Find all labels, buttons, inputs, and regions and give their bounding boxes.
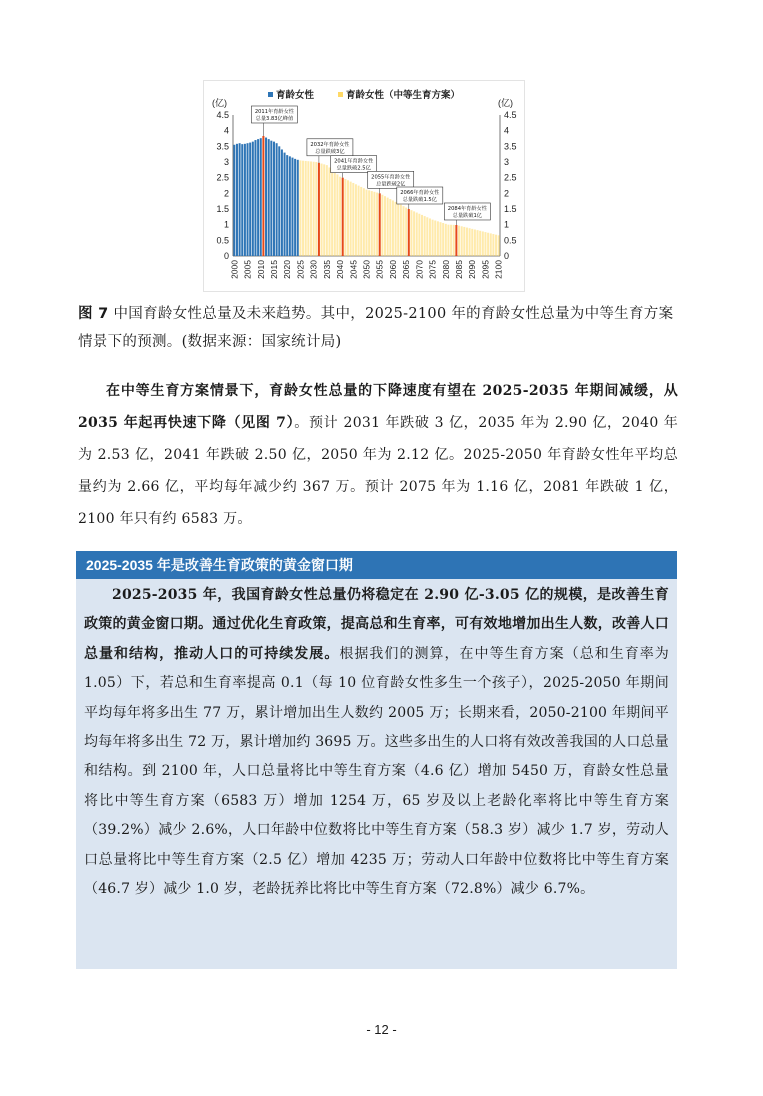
bar-historical: [291, 158, 293, 256]
bar-projection: [408, 209, 410, 256]
x-tick-label: 2050: [361, 260, 372, 279]
bar-historical: [254, 140, 256, 256]
bar-projection: [432, 220, 434, 256]
y-tick-label-right: 4.5: [504, 110, 517, 120]
bar-projection: [336, 174, 338, 256]
bar-historical: [239, 143, 241, 256]
annotation-line-2: 总量跌破1亿: [452, 212, 483, 219]
x-tick-label: 2015: [268, 260, 279, 279]
annotation-line-2: 总量跌破1.5亿: [402, 197, 437, 203]
annotation-line-2: 总量跌破2.5亿: [336, 165, 371, 172]
annotation-line-1: 2066年育龄女性: [400, 190, 440, 196]
bar-projection: [389, 199, 391, 256]
bar-historical: [233, 145, 235, 256]
highlight-box: [76, 551, 677, 969]
x-tick-label: 2055: [374, 260, 385, 279]
annotation-line-1: 2011年育龄女性: [254, 108, 294, 115]
bar-projection: [461, 226, 463, 256]
bar-projection: [305, 161, 307, 256]
legend-swatch-historical: [268, 92, 273, 97]
bar-projection: [410, 210, 412, 256]
bar-projection: [492, 234, 494, 256]
x-tick-label: 2095: [480, 260, 491, 279]
bar-projection: [315, 162, 317, 256]
bar-historical: [276, 143, 278, 256]
bar-projection: [368, 190, 370, 256]
bar-projection: [363, 188, 365, 256]
y-tick-label-right: 2.5: [504, 172, 517, 183]
bar-projection: [328, 167, 330, 256]
bar-projection: [426, 217, 428, 256]
bar-projection: [442, 223, 444, 256]
x-tick-label: 2085: [454, 260, 465, 279]
x-tick-label: 2020: [282, 260, 293, 279]
bar-projection: [379, 193, 381, 256]
x-tick-label: 2090: [467, 260, 478, 279]
bar-projection: [344, 179, 346, 256]
bar-historical: [278, 146, 280, 256]
bar-historical: [249, 143, 251, 256]
bar-projection: [479, 231, 481, 256]
figure-label: 图 7: [78, 306, 109, 322]
y-tick-label-right: 0: [504, 251, 510, 261]
figure-caption-text: 中国育龄女性总量及未来趋势。其中，2025-2100 年的育龄女性总量为中等生育方案情景下的预测。(数据来源：国家统计局): [78, 306, 674, 350]
y-tick-label-left: 0: [223, 251, 229, 261]
paragraph-rest: 。预计 2031 年跌破 3 亿，2035 年为 2.90 亿，2040 年为 2.53 亿，2041 年跌破 2.50 亿，2050 年为 2.12 亿。2025-2050 年育龄女性年平均总量约为 2.66 亿，平均每年减少约 367 万。预计 2075 年为 1.16 亿，2081 年跌破 1 亿，2100 年只有约 6583 万。: [78, 415, 678, 527]
bar-projection: [487, 233, 489, 256]
bar-projection: [326, 165, 328, 256]
y-tick-label-left: 2.5: [216, 172, 229, 183]
y-tick-label-right: 3: [504, 157, 510, 167]
bar-historical: [289, 156, 291, 256]
x-tick-label: 2010: [255, 260, 266, 279]
bar-projection: [498, 235, 500, 256]
bar-historical: [247, 143, 249, 256]
annotation-line-2: 总量跌破2亿: [376, 181, 406, 188]
bar-historical: [294, 159, 296, 256]
bar-historical: [297, 160, 299, 256]
bar-projection: [445, 224, 447, 256]
bar-projection: [490, 233, 492, 256]
bar-projection: [307, 161, 309, 256]
y-tick-label-left: 1: [223, 219, 229, 230]
x-tick-label: 2025: [295, 260, 306, 279]
bar-projection: [323, 164, 325, 256]
x-tick-label: 2060: [387, 260, 398, 279]
bar-projection: [434, 220, 436, 256]
bar-projection: [360, 187, 362, 256]
bar-projection: [482, 231, 484, 256]
bar-projection: [405, 208, 407, 256]
bar-historical: [252, 142, 254, 256]
bar-projection: [313, 162, 315, 256]
bar-projection: [350, 182, 352, 256]
bar-projection: [450, 225, 452, 256]
bar-projection: [310, 161, 312, 256]
bar-historical: [270, 141, 272, 256]
bar-projection: [447, 225, 449, 256]
bar-projection: [424, 216, 426, 256]
bar-projection: [453, 225, 455, 256]
y-tick-label-left: 3.5: [216, 141, 229, 152]
legend-label-historical: 育龄女性: [276, 90, 315, 101]
y-tick-label-right: 2: [504, 188, 510, 199]
bar-historical: [262, 136, 264, 256]
bar-historical: [286, 155, 288, 256]
y-axis-label-left: (亿): [212, 98, 227, 108]
legend-label-projection: 育龄女性（中等生育方案）: [346, 90, 461, 101]
bar-historical: [257, 139, 259, 256]
y-tick-label-left: 3: [223, 157, 229, 167]
bar-historical: [241, 144, 243, 256]
bar-projection: [331, 170, 333, 256]
fertile-women-chart: [203, 80, 525, 292]
bar-projection: [413, 211, 415, 256]
x-tick-label: 2000: [229, 260, 240, 279]
bar-projection: [352, 183, 354, 256]
bar-projection: [395, 202, 397, 256]
annotation-line-2: 总量3.83亿峰值: [255, 115, 294, 122]
bar-projection: [471, 229, 473, 256]
annotation-line-1: 2084年育龄女性: [447, 205, 487, 212]
bar-historical: [260, 138, 262, 256]
legend-swatch-projection: [338, 92, 343, 97]
bar-projection: [318, 163, 320, 256]
bar-projection: [474, 230, 476, 256]
x-tick-label: 2040: [335, 260, 346, 279]
y-axis-label-right: (亿): [498, 98, 513, 108]
y-tick-label-left: 0.5: [216, 235, 229, 246]
bar-projection: [384, 196, 386, 256]
y-tick-label-left: 2: [223, 188, 229, 199]
x-tick-label: 2065: [401, 260, 412, 279]
bar-historical: [236, 144, 238, 256]
bar-projection: [376, 193, 378, 256]
y-tick-label-left: 4: [223, 125, 229, 136]
page-number: - 12 -: [366, 1022, 397, 1037]
y-tick-label-right: 0.5: [504, 235, 517, 246]
bar-historical: [284, 153, 286, 256]
x-tick-label: 2100: [493, 260, 504, 279]
y-tick-label-left: 1.5: [216, 204, 229, 214]
bar-historical: [281, 149, 283, 256]
y-tick-label-right: 1.5: [504, 204, 517, 214]
highlight-box-rest: 根据我们的测算，在中等生育方案（总和生育率为 1.05）下，若总和生育率提高 0.1（每 10 位育龄女性多生一个孩子），2025-2050 年期间平均每年将多出生 77 万，累计增加出生人数约 2005 万；长期来看，2050-2100 年期间平均每年将多出生 72 万，累计增加约 3695 万。这些多出生的人口将有效改善我国的人口总量和结构。到 2100 年，人口总量将比中等生育方案（4.6 亿）增加 5450 万，育龄女性总量将比中等生育方案（6583 万）增加 1254 万，65 岁及以上老龄化率将比中等生育方案（39.2%）减少 2.6%，人口年龄中位数将比中等生育方案（58.3 岁）减少 1.7 岁，劳动人口总量将比中等生育方案（2.5 亿）增加 4235 万；劳动人口年龄中位数将比中等生育方案（46.7 岁）减少 1.0 岁，老龄抚养比将比中等生育方案（72.8%）减少 6.7%。: [84, 645, 669, 898]
x-tick-label: 2045: [348, 260, 359, 279]
y-tick-label-right: 1: [504, 219, 510, 230]
annotation-line-1: 2055年育龄女性: [371, 174, 411, 181]
bar-projection: [342, 178, 344, 256]
bar-historical: [265, 138, 267, 256]
annotation-line-2: 总量跌破3亿: [315, 148, 345, 155]
paragraph-bold-lead: 在中等生育方案情景下，育龄女性总量的下降速度有望在 2025-2035 年期间减缓，从 2035 年起再快速下降（见图 7）: [78, 383, 678, 431]
bar-historical: [273, 142, 275, 256]
bar-projection: [392, 200, 394, 256]
bar-projection: [381, 195, 383, 256]
highlight-box-title: 2025-2035 年是改善生育政策的黄金窗口期: [76, 551, 677, 579]
x-tick-label: 2005: [242, 260, 253, 279]
x-tick-label: 2075: [427, 260, 438, 279]
bar-projection: [477, 230, 479, 256]
bar-projection: [355, 184, 357, 256]
bar-projection: [466, 228, 468, 256]
y-tick-label-left: 4.5: [216, 110, 229, 120]
highlight-box-body: [76, 579, 677, 904]
bar-projection: [421, 215, 423, 256]
bar-projection: [418, 214, 420, 256]
bar-projection: [437, 221, 439, 256]
bar-projection: [365, 190, 367, 256]
highlight-box-bold-lead: 2025-2035 年，我国育龄女性总量仍将稳定在 2.90 亿-3.05 亿的规模，是改善生育政策的黄金窗口期。通过优化生育政策，提高总和生育率，可有效地增加出生人数，改善人口总量和结构，推动人口的可持续发展。: [84, 587, 669, 662]
bar-projection: [495, 235, 497, 256]
annotation-line-1: 2032年育龄女性: [310, 141, 350, 148]
bar-projection: [347, 180, 349, 256]
chart-canvas: [204, 81, 524, 291]
bar-projection: [397, 203, 399, 256]
bar-projection: [371, 191, 373, 256]
bar-projection: [302, 161, 304, 256]
bar-projection: [387, 198, 389, 256]
y-tick-label-right: 3.5: [504, 141, 517, 152]
bar-projection: [373, 192, 375, 256]
figure-caption: [78, 300, 678, 356]
x-tick-label: 2080: [440, 260, 451, 279]
bar-projection: [339, 177, 341, 256]
bar-projection: [455, 225, 457, 256]
annotation-line-1: 2041年育龄女性: [334, 158, 374, 165]
bar-projection: [484, 232, 486, 256]
bar-projection: [458, 226, 460, 256]
bar-projection: [321, 164, 323, 256]
bar-projection: [416, 213, 418, 256]
bar-projection: [334, 172, 336, 256]
bar-projection: [463, 227, 465, 256]
x-tick-label: 2030: [308, 260, 319, 279]
x-tick-label: 2035: [321, 260, 332, 279]
bar-projection: [358, 186, 360, 256]
bar-projection: [469, 228, 471, 256]
bar-projection: [429, 218, 431, 256]
y-tick-label-right: 4: [504, 125, 510, 136]
bar-historical: [268, 139, 270, 256]
bar-projection: [400, 205, 402, 256]
bar-historical: [244, 144, 246, 256]
bar-projection: [403, 206, 405, 256]
x-tick-label: 2070: [414, 260, 425, 279]
body-paragraph: [78, 375, 678, 535]
bar-projection: [299, 160, 301, 256]
bar-projection: [440, 222, 442, 256]
